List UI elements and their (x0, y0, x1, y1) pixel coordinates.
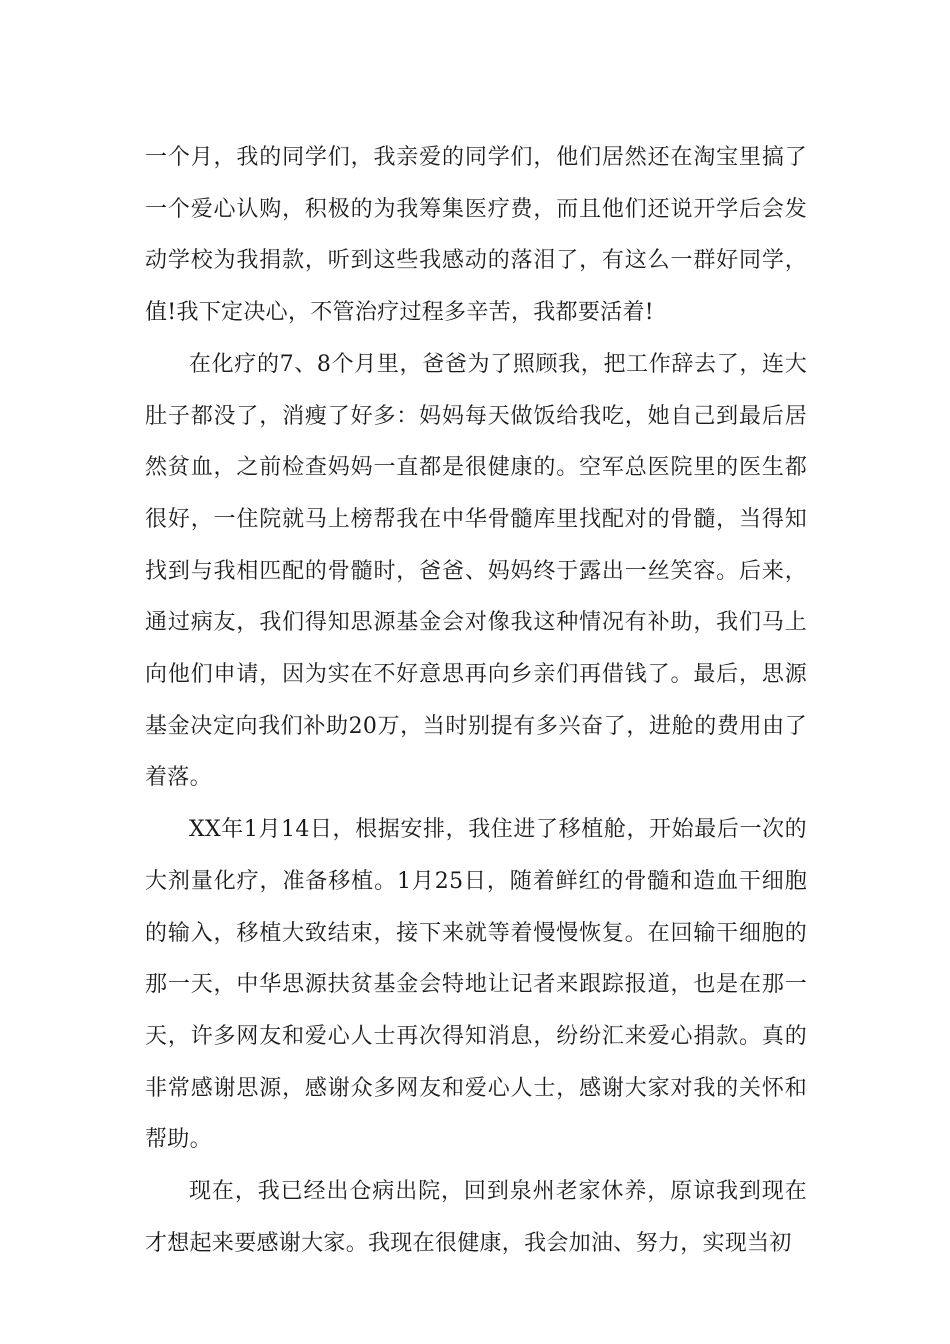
paragraph-3: XX年1月14日，根据安排，我住进了移植舱，开始最后一次的大剂量化疗，准备移植。1月25日，随着鲜红的骨髓和造血干细胞的输入，移植大致结束，接下来就等着慢慢恢复。在回输干细胞的那一天，中华思源扶贫基金会特地让记者来跟踪报道，也是在那一天，许多网友和爱心人士再次得知消息，纷纷汇来爱心捐款。真的非常感谢思源，感谢众多网友和爱心人士，感谢大家对我的关怀和帮助。 (145, 817, 807, 1153)
paragraph-1: 一个月，我的同学们，我亲爱的同学们，他们居然还在淘宝里搞了一个爱心认购，积极的为我筹集医疗费，而且他们还说开学后会发动学校为我捐款，听到这些我感动的落泪了，有这么一群好同学，值!我下定决心，不管治疗过程多辛苦，我都要活着! (145, 145, 807, 326)
paragraph-4: 现在，我已经出仓病出院，回到泉州老家休养，原谅我到现在才想起来要感谢大家。我现在很健康，我会加油、努力，实现当初 (145, 1179, 807, 1256)
document-page (145, 132, 807, 1269)
paragraph-2: 在化疗的7、8个月里，爸爸为了照顾我，把工作辞去了，连大肚子都没了，消瘦了好多：妈妈每天做饭给我吃，她自己到最后居然贫血，之前检查妈妈一直都是很健康的。空军总医院里的医生都很好，一住院就马上榜帮我在中华骨髓库里找配对的骨髓，当得知找到与我相匹配的骨髓时，爸爸、妈妈终于露出一丝笑容。后来，通过病友，我们得知思源基金会对像我这种情况有补助，我们马上向他们申请，因为实在不好意思再向乡亲们再借钱了。最后，思源基金决定向我们补助20万，当时别提有多兴奋了，进舱的费用由了着落。 (145, 351, 807, 791)
